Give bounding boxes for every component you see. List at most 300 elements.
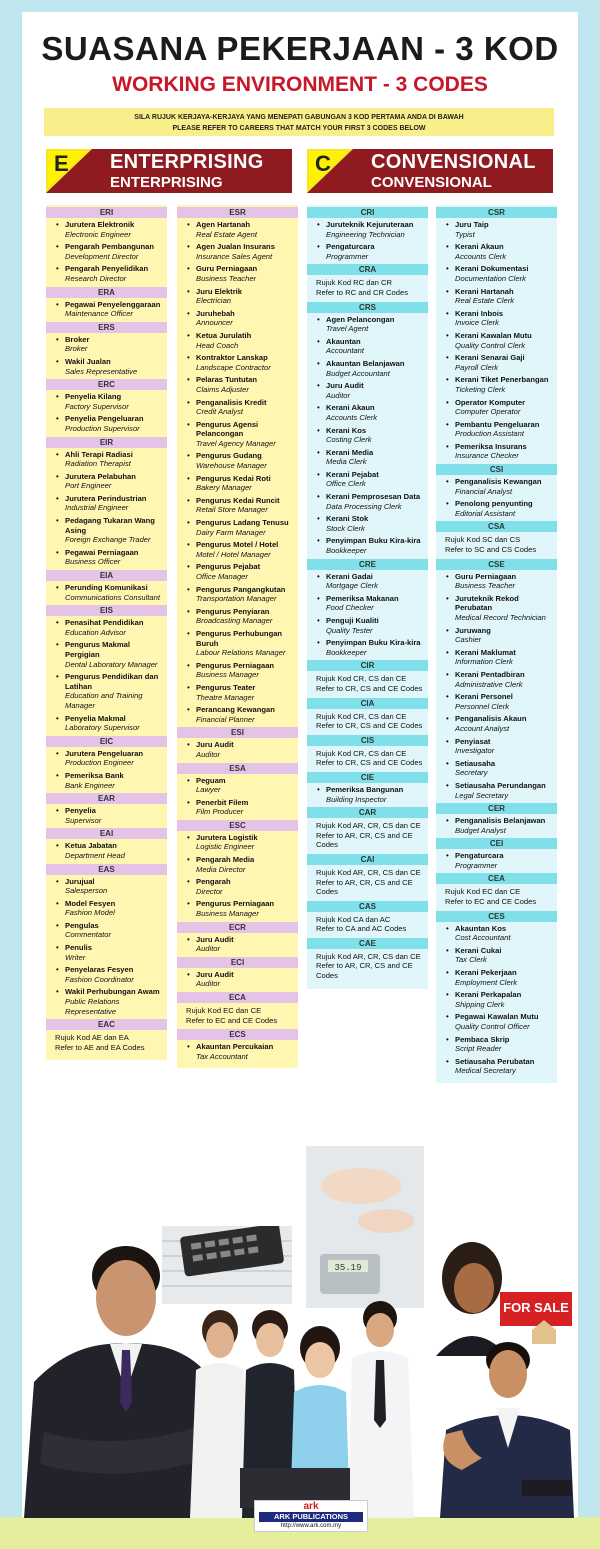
career-name-en: Employment Clerk <box>455 977 518 987</box>
reference-en: Refer to RC and CR Codes <box>316 287 409 297</box>
career-name-en: Bakery Manager <box>196 483 252 493</box>
career-name-bm: • Akauntan Belanjawan <box>326 358 405 368</box>
career-name-en: Insurance Sales Agent <box>196 251 273 261</box>
career-item <box>46 747 167 769</box>
career-item <box>46 839 167 861</box>
career-item <box>177 560 298 582</box>
career-name-bm: • Kerani Media <box>326 447 374 457</box>
career-item <box>307 614 428 636</box>
career-name-bm: • Kerani Personel <box>455 692 513 702</box>
career-name-en: Insurance Checker <box>455 451 519 461</box>
career-name-en: Education and Training Manager <box>65 691 143 710</box>
career-name-bm: • Juru Audit <box>196 969 234 979</box>
poster-title: SUASANA PEKERJAAN - 3 KOD <box>41 30 559 67</box>
career-name-bm: • Pemeriksa Makanan <box>326 593 399 603</box>
career-name-bm: • Kerani Stok <box>326 514 369 524</box>
register-display: 35.19 <box>334 1263 362 1273</box>
career-name-en: Business Manager <box>196 670 259 680</box>
career-item <box>46 769 167 791</box>
code-reference <box>436 884 557 908</box>
career-name-bm: • Juru Taip <box>455 220 489 229</box>
office-team-icon <box>180 1300 430 1518</box>
career-name-en: Foreign Exchange Trader <box>65 535 151 545</box>
career-item <box>46 262 167 284</box>
career-name-en: Education Advisor <box>65 627 126 637</box>
career-item <box>436 351 557 373</box>
career-name-bm: • Agen Hartanah <box>196 220 251 229</box>
career-item <box>177 351 298 373</box>
career-name-en: Radiation Therapist <box>65 459 131 469</box>
reference-en: Refer to CA and AC Codes <box>316 924 407 934</box>
career-name-bm: • Penganalisis Belanjawan <box>455 816 546 826</box>
reference-bm: Rujuk Kod AR, CR, CS dan CE <box>316 821 421 831</box>
career-name-en: Real Estate Clerk <box>455 296 515 306</box>
code-reference <box>436 532 557 556</box>
career-name-en: Financial Analyst <box>455 486 513 496</box>
career-item <box>307 490 428 512</box>
career-name-bm: • Penulis <box>65 943 93 953</box>
career-name-en: Budget Analyst <box>455 825 506 835</box>
career-name-bm: • Wakil Jualan <box>65 356 111 366</box>
career-item <box>46 897 167 919</box>
career-name-bm: • Jurutera Logistik <box>196 832 258 842</box>
career-name-en: Personnel Clerk <box>455 701 510 711</box>
career-name-bm: • Penyiasat <box>455 736 491 746</box>
career-name-bm: • Kontraktor Lanskap <box>196 353 268 363</box>
career-name-en: Lawyer <box>196 785 221 795</box>
career-item <box>177 218 298 240</box>
career-name-bm: • Kerani Senarai Gaji <box>455 353 525 363</box>
enterprising-letter: E <box>54 151 69 176</box>
career-item <box>177 774 298 796</box>
career-name-bm: • Pengurus Motel / Hotel <box>196 540 279 550</box>
code-reference <box>177 1003 298 1027</box>
career-item <box>307 240 428 262</box>
career-item <box>177 605 298 627</box>
career-name-en: Retail Store Manager <box>196 505 268 515</box>
career-name-en: Logistic Engineer <box>196 842 255 852</box>
career-name-bm: • Broker <box>65 334 90 344</box>
career-name-en: Office Manager <box>196 572 248 581</box>
career-name-bm: • Juru Audit <box>196 740 234 750</box>
career-item <box>436 735 557 757</box>
code-header-cis: CIS <box>307 735 428 746</box>
career-name-bm: • Guru Perniagaan <box>455 571 517 581</box>
code-reference <box>307 275 428 299</box>
reference-en: Refer to CR, CS and CE Codes <box>316 758 423 768</box>
career-name-en: Business Teacher <box>196 273 257 283</box>
career-item <box>46 412 167 434</box>
career-name-en: Factory Supervisor <box>65 401 129 411</box>
code-header-eai: EAI <box>46 828 167 839</box>
reference-en: Refer to CR, CS and CE Codes <box>316 721 423 731</box>
career-item <box>46 919 167 941</box>
career-name-en: Warehouse Manager <box>196 461 267 471</box>
career-item <box>177 627 298 659</box>
career-item <box>177 449 298 471</box>
career-name-bm: • Pengarah Media <box>196 855 255 865</box>
reference-bm: Rujuk Kod SC dan CS <box>445 535 521 545</box>
career-name-bm: • Penyimpan Buku Kira-kira <box>326 536 421 546</box>
career-name-en: Bank Engineer <box>65 780 115 790</box>
career-item <box>436 646 557 668</box>
career-name-bm: • Pedagang Tukaran Wang Asing <box>65 516 155 535</box>
career-name-bm: • Jurutera Pelabuhan <box>65 471 136 481</box>
career-name-en: Fashion Model <box>65 908 115 918</box>
career-item <box>307 636 428 658</box>
career-item <box>177 538 298 560</box>
career-name-bm: • Wakil Perhubungan Awam <box>65 987 160 997</box>
enterprising-title-bm: ENTERPRISING <box>110 151 264 173</box>
career-name-bm: • Kerani Maklumat <box>455 647 516 657</box>
career-item <box>436 944 557 966</box>
career-name-bm: • Pengurus Teater <box>196 682 256 692</box>
career-item <box>177 1040 298 1062</box>
career-name-bm: • Perunding Komunikasi <box>65 583 148 593</box>
career-name-en: Motel / Hotel Manager <box>196 549 271 559</box>
code-header-ear: EAR <box>46 793 167 804</box>
career-item <box>46 492 167 514</box>
career-name-en: Head Coach <box>196 340 239 350</box>
career-name-en: Accounts Clerk <box>326 412 378 422</box>
career-name-en: Bookkeeper <box>326 647 367 657</box>
career-item <box>436 849 557 871</box>
code-header-cas: CAS <box>307 901 428 912</box>
career-name-en: Auditor <box>196 944 221 954</box>
career-name-en: Sales Representative <box>65 366 138 376</box>
enterprising-header <box>46 149 292 193</box>
code-reference <box>307 865 428 899</box>
career-item <box>307 424 428 446</box>
career-name-bm: • Penerbit Filem <box>196 797 249 807</box>
career-name-bm: • Juruteknik Rekod Perubatan <box>455 593 519 613</box>
career-name-bm: • Akauntan <box>326 336 361 346</box>
career-item <box>46 448 167 470</box>
career-name-en: Real Estate Agent <box>196 229 257 239</box>
career-name-en: Department Head <box>65 850 125 860</box>
career-item <box>436 1055 557 1077</box>
career-name-en: Announcer <box>196 318 233 328</box>
career-item <box>177 583 298 605</box>
career-item <box>46 616 167 638</box>
career-item <box>436 218 557 240</box>
career-item <box>46 804 167 826</box>
career-name-bm: • Penganalisis Kredit <box>196 397 267 407</box>
career-name-bm: • Pengurus Ladang Tenusu <box>196 518 289 528</box>
code-header-ecs: ECS <box>177 1029 298 1040</box>
code-reference <box>307 949 428 983</box>
career-name-en: Legal Secretary <box>455 790 509 800</box>
enterprising-title-en: ENTERPRISING <box>110 174 223 191</box>
code-header-eac: EAC <box>46 1019 167 1030</box>
career-name-bm: • Pengurus Perhubungan Buruh <box>196 628 283 648</box>
career-item <box>177 285 298 307</box>
career-name-bm: • Operator Komputer <box>455 397 526 407</box>
career-name-en: Bookkeeper <box>326 546 367 556</box>
career-column-1 <box>46 205 167 1060</box>
code-header-erc: ERC <box>46 379 167 390</box>
handshake-icon <box>432 1330 578 1518</box>
code-header-eic: EIC <box>46 736 167 747</box>
career-name-bm: • Pengurus Perniagaan <box>196 660 275 670</box>
code-header-cia: CIA <box>307 698 428 709</box>
career-name-en: Budget Accountant <box>326 368 390 378</box>
career-name-en: Industrial Engineer <box>65 503 129 513</box>
career-name-bm: • Pengurus Kedai Runcit <box>196 495 280 505</box>
career-name-bm: • Jurutera Elektronik <box>65 220 135 229</box>
code-reference <box>307 709 428 733</box>
career-item <box>307 401 428 423</box>
reference-bm: Rujuk Kod RC dan CR <box>316 278 392 288</box>
career-item <box>436 497 557 519</box>
code-header-eca: ECA <box>177 992 298 1003</box>
career-name-bm: • Pegawai Penyelenggaraan <box>65 299 161 309</box>
career-name-bm: • Agen Pelancongan <box>326 314 395 324</box>
career-item <box>436 329 557 351</box>
conventional-letter: C <box>315 151 331 176</box>
code-header-esc: ESC <box>177 820 298 831</box>
career-name-bm: • Kerani Perkapalan <box>455 990 522 1000</box>
career-name-en: Payroll Clerk <box>455 362 499 372</box>
career-name-en: Account Analyst <box>455 723 510 733</box>
reference-bm: Rujuk Kod CR, CS dan CE <box>316 748 407 758</box>
career-name-en: Media Clerk <box>326 457 367 467</box>
career-name-en: Dairy Farm Manager <box>196 527 266 537</box>
career-name-en: Communications Consultant <box>65 592 160 602</box>
career-name-bm: • Pemeriksa Bangunan <box>326 784 404 794</box>
career-name-en: Stock Clerk <box>326 523 365 533</box>
career-item <box>436 418 557 440</box>
career-name-en: Maintenance Officer <box>65 309 133 319</box>
career-name-en: Production Supervisor <box>65 423 140 433</box>
career-name-bm: • Kerani Tiket Penerbangan <box>455 375 549 385</box>
code-header-eis: EIS <box>46 605 167 616</box>
career-item <box>436 712 557 734</box>
career-name-bm: • Pengurus Gudang <box>196 451 262 461</box>
career-name-bm: • Jurujual <box>65 876 95 886</box>
career-name-en: Director <box>196 886 223 896</box>
career-name-bm: • Kerani Gadai <box>326 571 373 581</box>
career-item <box>307 534 428 556</box>
reference-en: Refer to AR, CR, CS and CE Codes <box>316 877 413 897</box>
career-name-bm: • Kerani Cukai <box>455 945 502 955</box>
code-header-cie: CIE <box>307 772 428 783</box>
career-item <box>436 262 557 284</box>
career-name-en: Business Manager <box>196 909 259 919</box>
career-name-bm: • Model Fesyen <box>65 898 116 908</box>
career-name-en: Writer <box>65 952 86 962</box>
reference-bm: Rujuk Kod CA dan AC <box>316 914 391 924</box>
career-name-bm: • Pegawai Kawalan Mutu <box>455 1012 539 1022</box>
career-name-bm: • Jurutera Pengeluaran <box>65 748 144 758</box>
career-name-en: Auditor <box>326 390 351 400</box>
for-sale-sign: FOR SALE <box>503 1300 569 1315</box>
career-item <box>177 373 298 395</box>
career-name-bm: • Penyelaras Fesyen <box>65 965 134 975</box>
code-header-eci: ECI <box>177 957 298 968</box>
reference-en: Refer to AR, CR, CS and CE Codes <box>316 830 413 850</box>
career-item <box>46 390 167 412</box>
code-header-eia: EIA <box>46 570 167 581</box>
career-name-en: Salesperson <box>65 886 108 896</box>
reference-en: Refer to CR, CS and CE Codes <box>316 683 423 693</box>
career-item <box>436 988 557 1010</box>
career-name-bm: • Penyelia Makmal <box>65 713 126 723</box>
conventional-title-en: CONVENSIONAL <box>371 174 492 191</box>
career-name-en: Programmer <box>326 251 369 261</box>
career-name-bm: • Kerani Kos <box>326 425 367 435</box>
career-item <box>436 475 557 497</box>
career-item <box>177 516 298 538</box>
career-name-bm: • Jurutera Perindustrian <box>65 493 147 503</box>
reference-bm: Rujuk Kod EC dan CE <box>445 887 521 897</box>
career-name-en: Port Engineer <box>65 481 112 491</box>
code-header-cea: CEA <box>436 873 557 884</box>
career-item <box>177 853 298 875</box>
reference-bm: Rujuk Kod AR, CR, CS dan CE <box>316 867 421 877</box>
career-name-bm: • Pemeriksa Insurans <box>455 441 527 451</box>
career-name-en: Invoice Clerk <box>455 318 499 328</box>
career-item <box>307 570 428 592</box>
career-name-en: Accountant <box>326 346 364 356</box>
career-item <box>46 470 167 492</box>
code-header-era: ERA <box>46 287 167 298</box>
career-name-en: Theatre Manager <box>196 692 255 702</box>
career-name-en: Auditor <box>196 979 221 989</box>
career-name-en: Documentation Clerk <box>455 273 526 283</box>
logo-name: ARK PUBLICATIONS <box>259 1512 363 1522</box>
career-name-bm: • Setiausaha Perubatan <box>455 1056 535 1066</box>
logo-brand: ark <box>303 1501 319 1512</box>
career-name-bm: • Penyimpan Buku Kira-kira <box>326 638 421 648</box>
career-item <box>307 446 428 468</box>
career-name-bm: • Peguam <box>196 775 226 785</box>
career-item <box>177 933 298 955</box>
career-item <box>307 335 428 357</box>
conventional-title-bm: CONVENSIONAL <box>371 151 536 173</box>
career-item <box>307 592 428 614</box>
career-item <box>46 218 167 240</box>
career-name-bm: • Kerani Hartanah <box>455 286 514 296</box>
career-name-bm: • Kerani Kawalan Mutu <box>455 330 532 340</box>
career-name-bm: • Kerani Pejabat <box>326 469 379 479</box>
career-name-bm: • Pembaca Skrip <box>455 1034 510 1044</box>
career-name-bm: • Kerani Inbois <box>455 308 504 318</box>
instruction-en: PLEASE REFER TO CAREERS THAT MATCH YOUR FIRST 3 CODES BELOW <box>172 125 426 132</box>
career-item <box>436 240 557 262</box>
career-name-bm: • Kerani Pekerjaan <box>455 968 517 978</box>
career-name-en: Laboratory Supervisor <box>65 723 140 733</box>
career-item <box>177 307 298 329</box>
instruction-note <box>44 108 554 136</box>
career-name-en: Business Teacher <box>455 581 516 591</box>
career-item <box>46 514 167 546</box>
career-name-en: Production Assistant <box>455 429 524 439</box>
career-name-bm: • Penasihat Pendidikan <box>65 618 144 628</box>
career-name-bm: • Pengurus Pejabat <box>196 562 261 572</box>
career-item <box>177 472 298 494</box>
code-reference <box>307 746 428 770</box>
career-name-bm: • Agen Jualan Insurans <box>196 242 275 252</box>
career-name-en: Development Director <box>65 251 139 261</box>
career-name-en: Electrician <box>196 296 232 306</box>
career-item <box>177 418 298 450</box>
code-header-car: CAR <box>307 807 428 818</box>
code-header-cai: CAI <box>307 854 428 865</box>
instruction-bm: SILA RUJUK KERJAYA-KERJAYA YANG MENEPATI GABUNGAN 3 KOD PERTAMA ANDA DI BAWAH <box>134 114 464 121</box>
career-name-bm: • Pengarah Pembangunan <box>65 242 155 252</box>
career-name-bm: • Kerani Akaun <box>326 403 375 413</box>
career-name-bm: • Juru Audit <box>196 934 234 944</box>
career-name-bm: • Pegawai Perniagaan <box>65 547 139 557</box>
career-name-en: Programmer <box>455 860 498 870</box>
career-item <box>177 240 298 262</box>
career-item <box>436 624 557 646</box>
career-item <box>436 307 557 329</box>
code-header-cra: CRA <box>307 264 428 275</box>
career-column-3 <box>307 205 428 989</box>
career-name-en: Medical Record Technician <box>455 613 546 622</box>
career-item <box>46 638 167 670</box>
career-name-bm: • Penyelia Pengeluaran <box>65 414 144 424</box>
career-name-en: Travel Agent <box>326 324 369 334</box>
career-name-bm: • Kerani Akaun <box>455 242 504 252</box>
code-reference <box>307 818 428 852</box>
cashier-photo <box>306 1146 424 1308</box>
career-item <box>436 814 557 836</box>
career-item <box>436 966 557 988</box>
career-name-bm: • Pengarah Penyelidikan <box>65 264 149 274</box>
poster-subtitle: WORKING ENVIRONMENT - 3 CODES <box>112 73 488 96</box>
career-name-en: Administrative Clerk <box>455 679 523 689</box>
career-name-en: Ticketing Clerk <box>455 384 506 394</box>
career-name-bm: • Juruteknik Kejuruteraan <box>326 220 414 229</box>
career-name-bm: • Pengurus Pangangkutan <box>196 584 286 594</box>
career-name-en: Office Clerk <box>326 479 366 489</box>
career-name-en: Travel Agency Manager <box>196 438 276 448</box>
career-name-en: Research Director <box>65 273 127 283</box>
career-item <box>46 298 167 320</box>
code-header-esr: ESR <box>177 207 298 218</box>
career-name-en: Mortgage Clerk <box>326 581 378 591</box>
career-name-bm: • Penganalisis Akaun <box>455 714 527 724</box>
career-name-bm: • Kerani Pentadbiran <box>455 669 525 679</box>
career-name-en: Tax Accountant <box>196 1051 248 1061</box>
code-reference <box>307 671 428 695</box>
code-header-cae: CAE <box>307 938 428 949</box>
career-item <box>177 494 298 516</box>
career-item <box>307 313 428 335</box>
career-item <box>307 512 428 534</box>
career-item <box>46 875 167 897</box>
code-header-cei: CEI <box>436 838 557 849</box>
team-photo <box>180 1300 430 1518</box>
career-name-bm: • Ahli Terapi Radiasi <box>65 449 133 459</box>
career-name-bm: • Pengurus Pendidikan dan Latihan <box>65 672 159 691</box>
code-header-eas: EAS <box>46 864 167 875</box>
career-name-bm: • Pengaturcara <box>455 851 504 861</box>
career-name-en: Editorial Assistant <box>455 508 516 518</box>
career-name-en: Quality Control Officer <box>455 1022 530 1031</box>
code-header-esa: ESA <box>177 763 298 774</box>
career-item <box>436 922 557 944</box>
career-item <box>46 546 167 568</box>
code-header-cir: CIR <box>307 660 428 671</box>
reference-bm: Rujuk Kod AE dan EA <box>55 1033 129 1043</box>
career-name-bm: • Akauntan Kos <box>455 923 507 933</box>
code-header-csa: CSA <box>436 521 557 532</box>
career-name-en: Cashier <box>455 635 482 645</box>
